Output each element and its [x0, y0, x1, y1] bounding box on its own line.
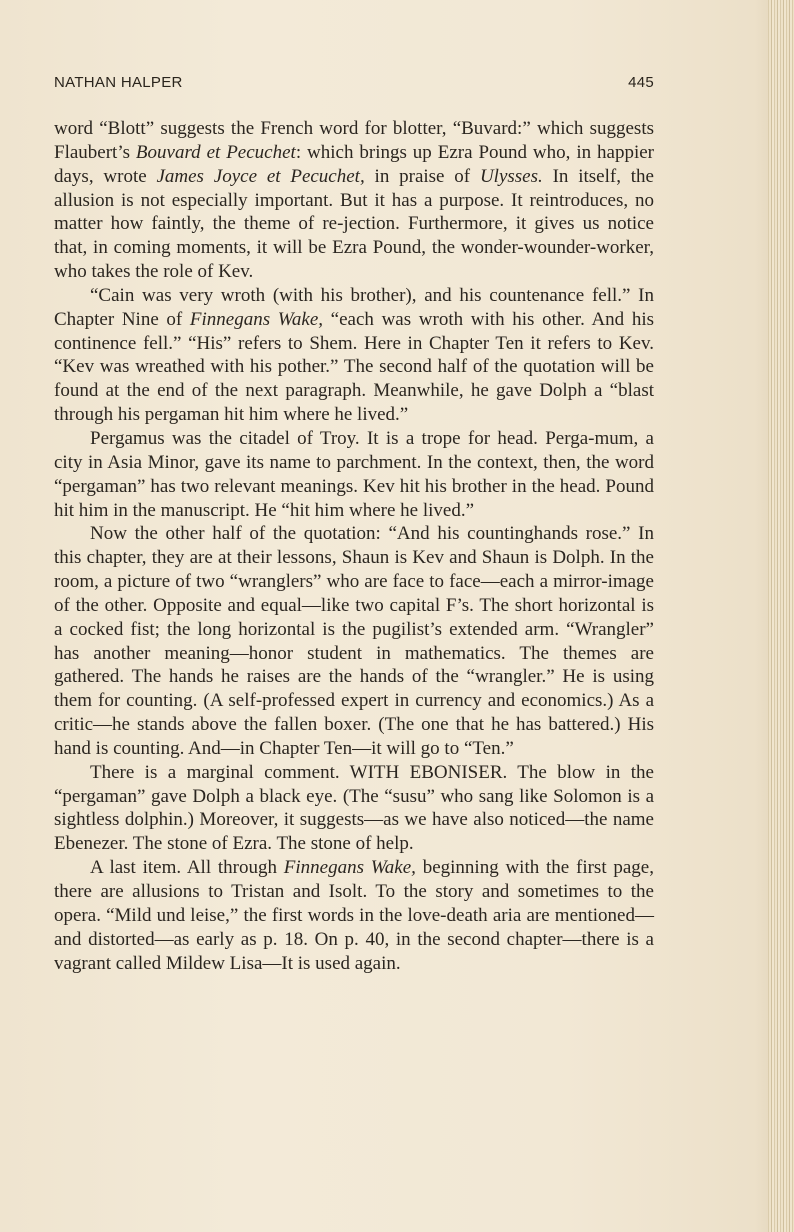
running-head: [54, 74, 654, 96]
text-run: “each was wroth with his other. And his continence fell.” “His” refers to Shem. Here in Chapter Ten it refers to Kev. “Kev was wreathed with his pother.” The second half of the quotation will be found at the end of the next paragraph. Meanwhile, he gave Dolph a “blast through his pergaman hit him where he lived.”: [54, 308, 655, 426]
paragraph: [54, 427, 654, 522]
text-run: Pergamus was the citadel of Troy. It is a trope for head. Perga-mum, a city in Asia Minor, gave its name to parchment. In the context, then, the word “pergaman” has two relevant meanings. Kev hit his brother in the head. Pound hit him in the manuscript. He “hit him where he lived.”: [54, 427, 654, 521]
page-number: 445: [628, 74, 654, 91]
text-run: “Cain was very wroth (with his brother), and his countenance fell.” In Chapter Nine of: [54, 284, 654, 330]
page-edge-decoration: [768, 0, 794, 1232]
text-run: There is a marginal comment. WITH EBONISER. The blow in the “pergaman” gave Dolph a black eye. (The “susu” who sang like Solomon is a sightless dolphin.) Moreover, it suggests—as we have also noticed—the name Ebenezer. The stone of Ezra. The stone of help.: [54, 761, 654, 855]
text-run: in praise of: [364, 165, 480, 187]
paragraph: [54, 856, 654, 975]
running-head-author: NATHAN HALPER: [54, 74, 183, 91]
italic-title: Bouvard et Pecuchet: [135, 141, 296, 163]
paragraph: [54, 761, 654, 856]
text-run: word “Blott” suggests the French word for blotter, “Buvard:” which suggests Flaubert’s: [54, 118, 654, 163]
text-run: A last item. All through: [90, 857, 284, 879]
paragraph: [54, 284, 654, 427]
italic-title: Finnegans Wake,: [283, 857, 416, 879]
body-text: [54, 117, 654, 975]
italic-title: Finnegans Wake,: [189, 308, 324, 330]
italic-title: James Joyce et Pecuchet,: [156, 165, 365, 187]
text-run: In itself, the allusion is not especially important. But it has a purpose. It reintroduces, no matter how faintly, the theme of re-jection. Furthermore, it gives us notice that, in coming moments, it will be Ezra Pound, the wonder-wounder-worker, who takes the role of Kev.: [54, 165, 654, 283]
text-run: : which brings up Ezra Pound who, in happier days, wrote: [54, 141, 654, 187]
text-run: beginning with the first page, there are allusions to Tristan and Isolt. To the story and sometimes to the opera. “Mild und leise,” the first words in the love-death aria are mentioned—and distorted—as early as p. 18. On p. 40, in the second chapter—there is a vagrant called Mildew Lisa—It is used again.: [54, 857, 654, 974]
italic-title: Ulysses.: [479, 165, 543, 187]
paragraph: [54, 522, 654, 760]
paragraph: [54, 117, 654, 284]
text-run: Now the other half of the quotation: “And his countinghands rose.” In this chapter, they are at their lessons, Shaun is Kev and Shaun is Dolph. In the room, a picture of two “wranglers” who are face to face—each a mirror-image of the other. Opposite and equal—like two capital F’s. The short horizontal is a cocked fist; the long horizontal is the pugilist’s extended arm. “Wrangler” has another meaning—honor student in mathematics. The themes are gathered. The hands he raises are the hands of the “wrangler.” He is using them for counting. (A self-professed expert in currency and economics.) As a critic—he stands above the fallen boxer. (The one that he has battered.) His hand is counting. And—in Chapter Ten—it will go to “Ten.”: [54, 523, 654, 759]
